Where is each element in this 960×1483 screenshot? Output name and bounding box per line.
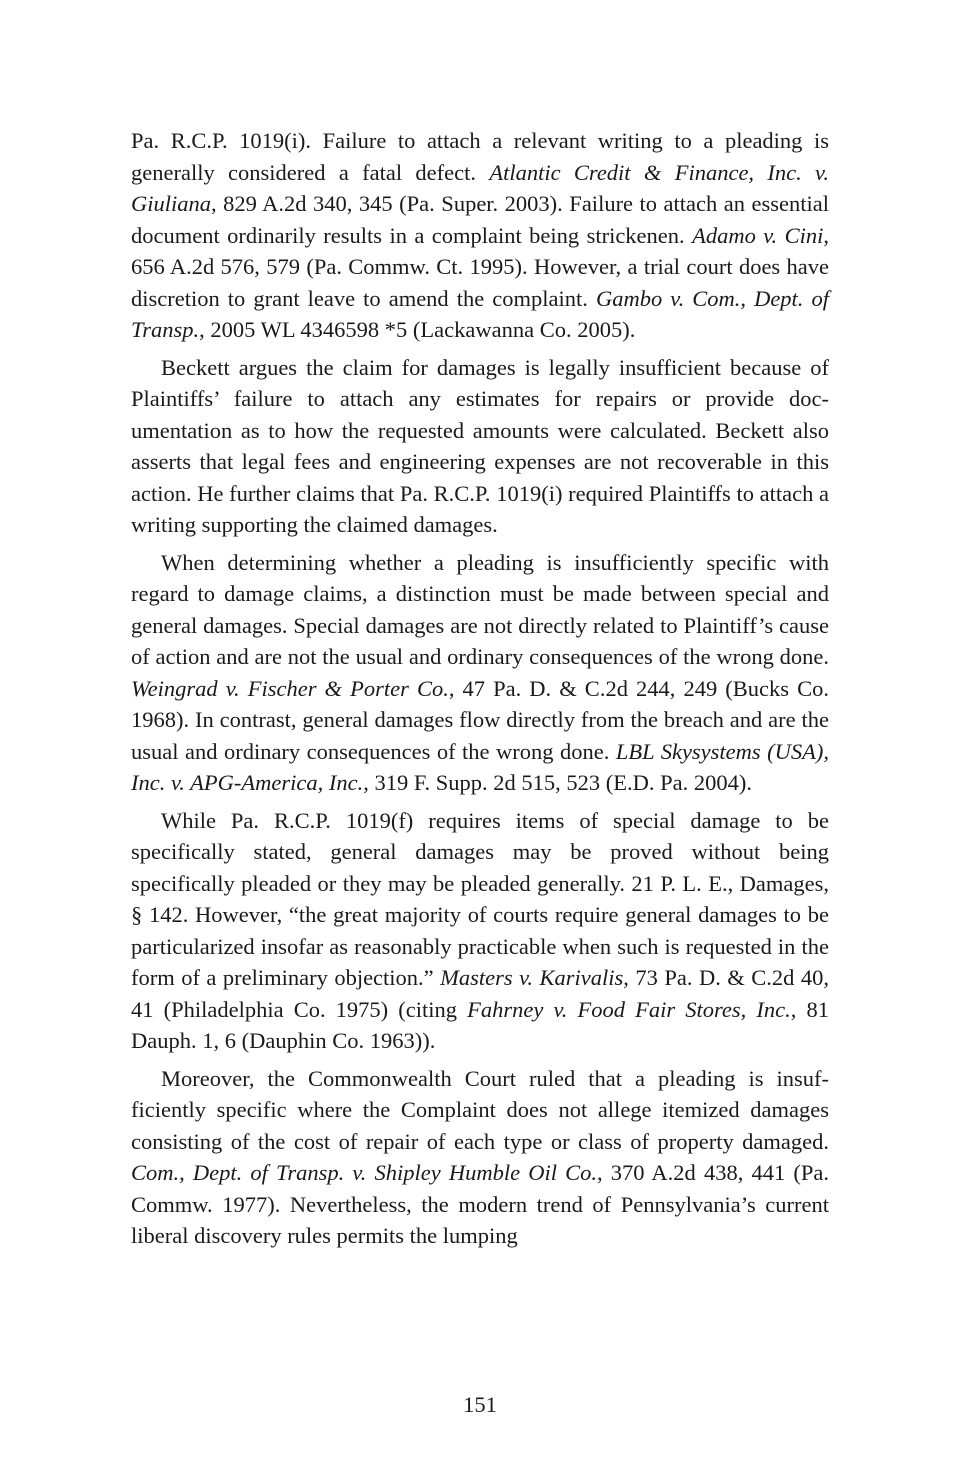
paragraph bbox=[131, 805, 829, 1057]
case-citation: LBL Skysystems (USA), Inc. v. APG-America, Inc. bbox=[131, 738, 830, 795]
case-citation: Adamo v. Cini bbox=[692, 222, 824, 248]
paragraph-text: While Pa. R.C.P. 1019(f) requires items of special damage to be specifically stated, general damages may be proved without being specifically pleaded or they may be pleaded generally. 21 P. L. E., Damages, § 142. However, “the great majority of courts require general damages to be particularized insofar as reasonably practicable when such is requested in the form of a preliminary objection.” bbox=[131, 807, 829, 990]
paragraph bbox=[131, 547, 829, 799]
paragraph-text: , 370 A.2d 438, 441 (Pa. Commw. 1977). Nevertheless, the modern trend of Pennsylvania’s current liberal discovery rules permits the lumping bbox=[131, 1160, 829, 1248]
case-citation: Weingrad v. Fischer & Porter Co. bbox=[131, 675, 449, 701]
paragraph-text: Moreover, the Commonwealth Court ruled that a pleading is insufficiently specific where the Complaint does not allege itemized damages consisting of the cost of repair of each type or class of property damaged. bbox=[131, 1065, 829, 1154]
case-citation: Com., Dept. of Transp. v. Shipley Humble Oil Co. bbox=[131, 1160, 597, 1185]
paragraph-text: , 2005 WL 4346598 *5 (Lackawanna Co. 2005). bbox=[199, 317, 636, 342]
paragraph bbox=[131, 125, 829, 346]
paragraph-text: Beckett argues the claim for damages is legally insufficient because of Plaintiffs’ failure to attach any estimates for repairs or provide documentation as to how the requested amounts were calculated. Beckett also asserts that legal fees and engineering expenses are not recoverable in this action. He further claims that Pa. R.C.P. 1019(i) required Plaintiffs to attach a writing supporting the claimed damages. bbox=[131, 354, 829, 537]
body-text bbox=[131, 125, 829, 1258]
case-citation: Fahrney v. Food Fair Stores, Inc. bbox=[467, 996, 791, 1022]
paragraph-text: , 81 Dauph. 1, 6 (Dauphin Co. 1963)). bbox=[131, 996, 829, 1053]
paragraph-text: When determining whether a pleading is insufficiently specific with regard to damage claims, a distinction must be made between special and general damages. Special damages are not directly related to Plaintiff’s cause of action and are not the usual and ordinary consequences of the wrong done. bbox=[131, 549, 829, 669]
paragraph bbox=[131, 352, 829, 541]
case-citation: Masters v. Karivalis bbox=[440, 965, 624, 990]
paragraph bbox=[131, 1063, 829, 1252]
paragraph-text: , 656 A.2d 576, 579 (Pa. Commw. Ct. 1995). However, a trial court does have discretion to grant leave to amend the complaint. bbox=[131, 222, 829, 311]
paragraph-text: , 829 A.2d 340, 345 (Pa. Super. 2003). Failure to attach an essential document ordinarily results in a complaint being strickenen. bbox=[131, 191, 829, 248]
paragraph-text: , 319 F. Supp. 2d 515, 523 (E.D. Pa. 2004). bbox=[363, 770, 753, 795]
case-citation: Gambo v. Com., Dept. of Transp. bbox=[131, 285, 829, 342]
paragraph-text: , 47 Pa. D. & C.2d 244, 249 (Bucks Co. 1968). In contrast, general damages flow directly from the breach and are the usual and ordinary consequences of the wrong done. bbox=[131, 675, 829, 764]
page-number: 151 bbox=[463, 1392, 497, 1417]
paragraph-text: Pa. R.C.P. 1019(i). Failure to attach a relevant writing to a pleading is generally considered a fatal defect. bbox=[131, 128, 829, 185]
case-citation: Atlantic Credit & Finance, Inc. v. Giuliana bbox=[131, 159, 829, 216]
paragraph-text: , 73 Pa. D. & C.2d 40, 41 (Philadelphia Co. 1975) (citing bbox=[131, 965, 829, 1022]
